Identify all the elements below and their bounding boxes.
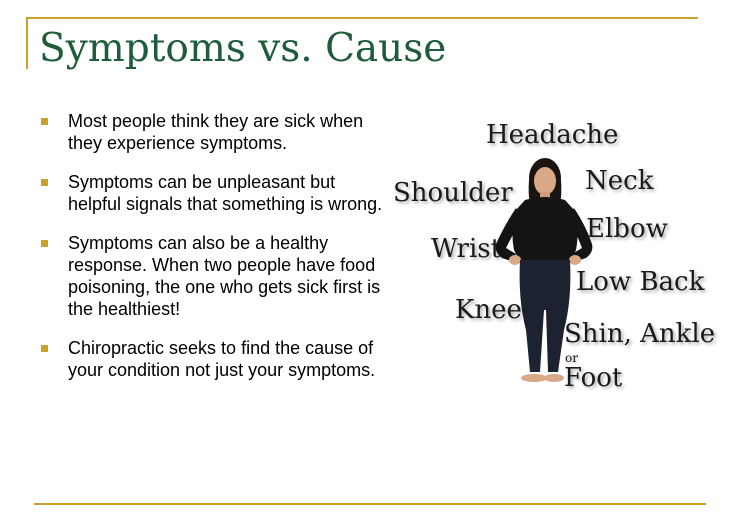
label-elbow: Elbow — [586, 214, 668, 244]
label-foot: Foot — [564, 363, 623, 393]
label-knee: Knee — [455, 295, 522, 325]
label-neck: Neck — [585, 166, 654, 196]
bullet-marker — [41, 118, 48, 125]
label-or: or — [565, 351, 578, 365]
bullet-item — [40, 110, 385, 154]
bullet-list — [40, 110, 385, 398]
bullet-item — [40, 337, 385, 381]
left-rule — [26, 17, 28, 69]
bullet-text: Symptoms can also be a healthy response. When two people have food poisoning, the one who gets sick first is the healthiest! — [68, 233, 381, 319]
bullet-marker — [41, 345, 48, 352]
label-headache: Headache — [486, 120, 619, 150]
top-rule — [26, 17, 698, 19]
bullet-marker — [41, 240, 48, 247]
slide-title: Symptoms vs. Cause — [39, 26, 447, 71]
label-wrist: Wrist — [431, 234, 502, 264]
bullet-text: Symptoms can be unpleasant but helpful signals that something is wrong. — [68, 172, 383, 214]
bullet-text: Most people think they are sick when they experience symptoms. — [68, 111, 364, 153]
body-pain-figure — [388, 110, 718, 410]
bullet-item — [40, 232, 385, 320]
bullet-item — [40, 171, 385, 215]
label-shoulder: Shoulder — [393, 178, 513, 208]
label-low-back: Low Back — [576, 267, 705, 297]
bullet-text: Chiropractic seeks to find the cause of your condition not just your symptoms. — [68, 338, 376, 380]
bottom-rule — [34, 503, 706, 505]
label-shin-ankle: Shin, Ankle — [564, 319, 716, 349]
bullet-marker — [41, 179, 48, 186]
